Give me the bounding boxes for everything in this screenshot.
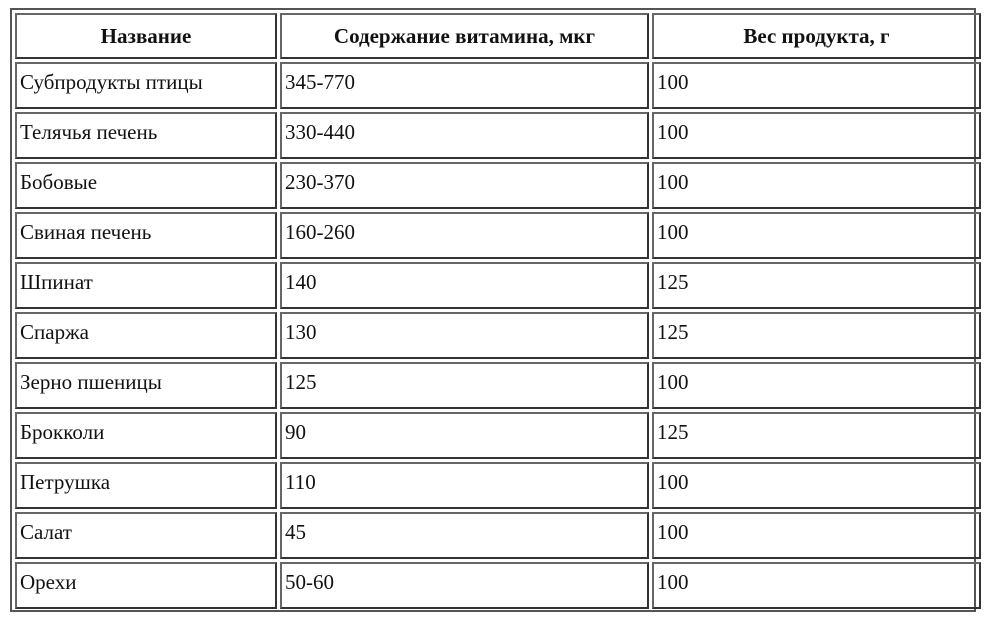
cell-name: Телячья печень xyxy=(15,112,277,159)
cell-vitamin: 130 xyxy=(280,312,649,359)
cell-weight: 100 xyxy=(652,512,981,559)
table-row xyxy=(15,212,981,259)
table-row xyxy=(15,362,981,409)
cell-name: Зерно пшеницы xyxy=(15,362,277,409)
vitamin-table-frame xyxy=(10,8,976,612)
cell-weight: 100 xyxy=(652,112,981,159)
cell-vitamin: 330-440 xyxy=(280,112,649,159)
cell-vitamin: 90 xyxy=(280,412,649,459)
cell-weight: 100 xyxy=(652,212,981,259)
cell-weight: 100 xyxy=(652,62,981,109)
cell-vitamin: 110 xyxy=(280,462,649,509)
cell-vitamin: 345-770 xyxy=(280,62,649,109)
cell-weight: 125 xyxy=(652,262,981,309)
cell-name: Спаржа xyxy=(15,312,277,359)
table-header-row xyxy=(15,13,981,59)
cell-name: Субпродукты птицы xyxy=(15,62,277,109)
table-row xyxy=(15,512,981,559)
header-name: Название xyxy=(15,13,277,59)
cell-name: Бобовые xyxy=(15,162,277,209)
cell-weight: 100 xyxy=(652,462,981,509)
table-row xyxy=(15,312,981,359)
cell-weight: 125 xyxy=(652,312,981,359)
cell-name: Свиная печень xyxy=(15,212,277,259)
cell-weight: 100 xyxy=(652,162,981,209)
header-vitamin-content: Содержание витамина, мкг xyxy=(280,13,649,59)
cell-vitamin: 160-260 xyxy=(280,212,649,259)
cell-vitamin: 125 xyxy=(280,362,649,409)
table-row xyxy=(15,562,981,609)
cell-weight: 100 xyxy=(652,362,981,409)
table-row xyxy=(15,462,981,509)
header-product-weight: Вес продукта, г xyxy=(652,13,981,59)
table-row xyxy=(15,112,981,159)
cell-name: Брокколи xyxy=(15,412,277,459)
cell-vitamin: 45 xyxy=(280,512,649,559)
vitamin-content-table xyxy=(12,10,984,612)
table-row xyxy=(15,262,981,309)
cell-vitamin: 140 xyxy=(280,262,649,309)
cell-name: Салат xyxy=(15,512,277,559)
cell-weight: 100 xyxy=(652,562,981,609)
cell-name: Орехи xyxy=(15,562,277,609)
table-row xyxy=(15,412,981,459)
cell-weight: 125 xyxy=(652,412,981,459)
table-row xyxy=(15,162,981,209)
cell-name: Петрушка xyxy=(15,462,277,509)
cell-name: Шпинат xyxy=(15,262,277,309)
cell-vitamin: 230-370 xyxy=(280,162,649,209)
cell-vitamin: 50-60 xyxy=(280,562,649,609)
table-row xyxy=(15,62,981,109)
